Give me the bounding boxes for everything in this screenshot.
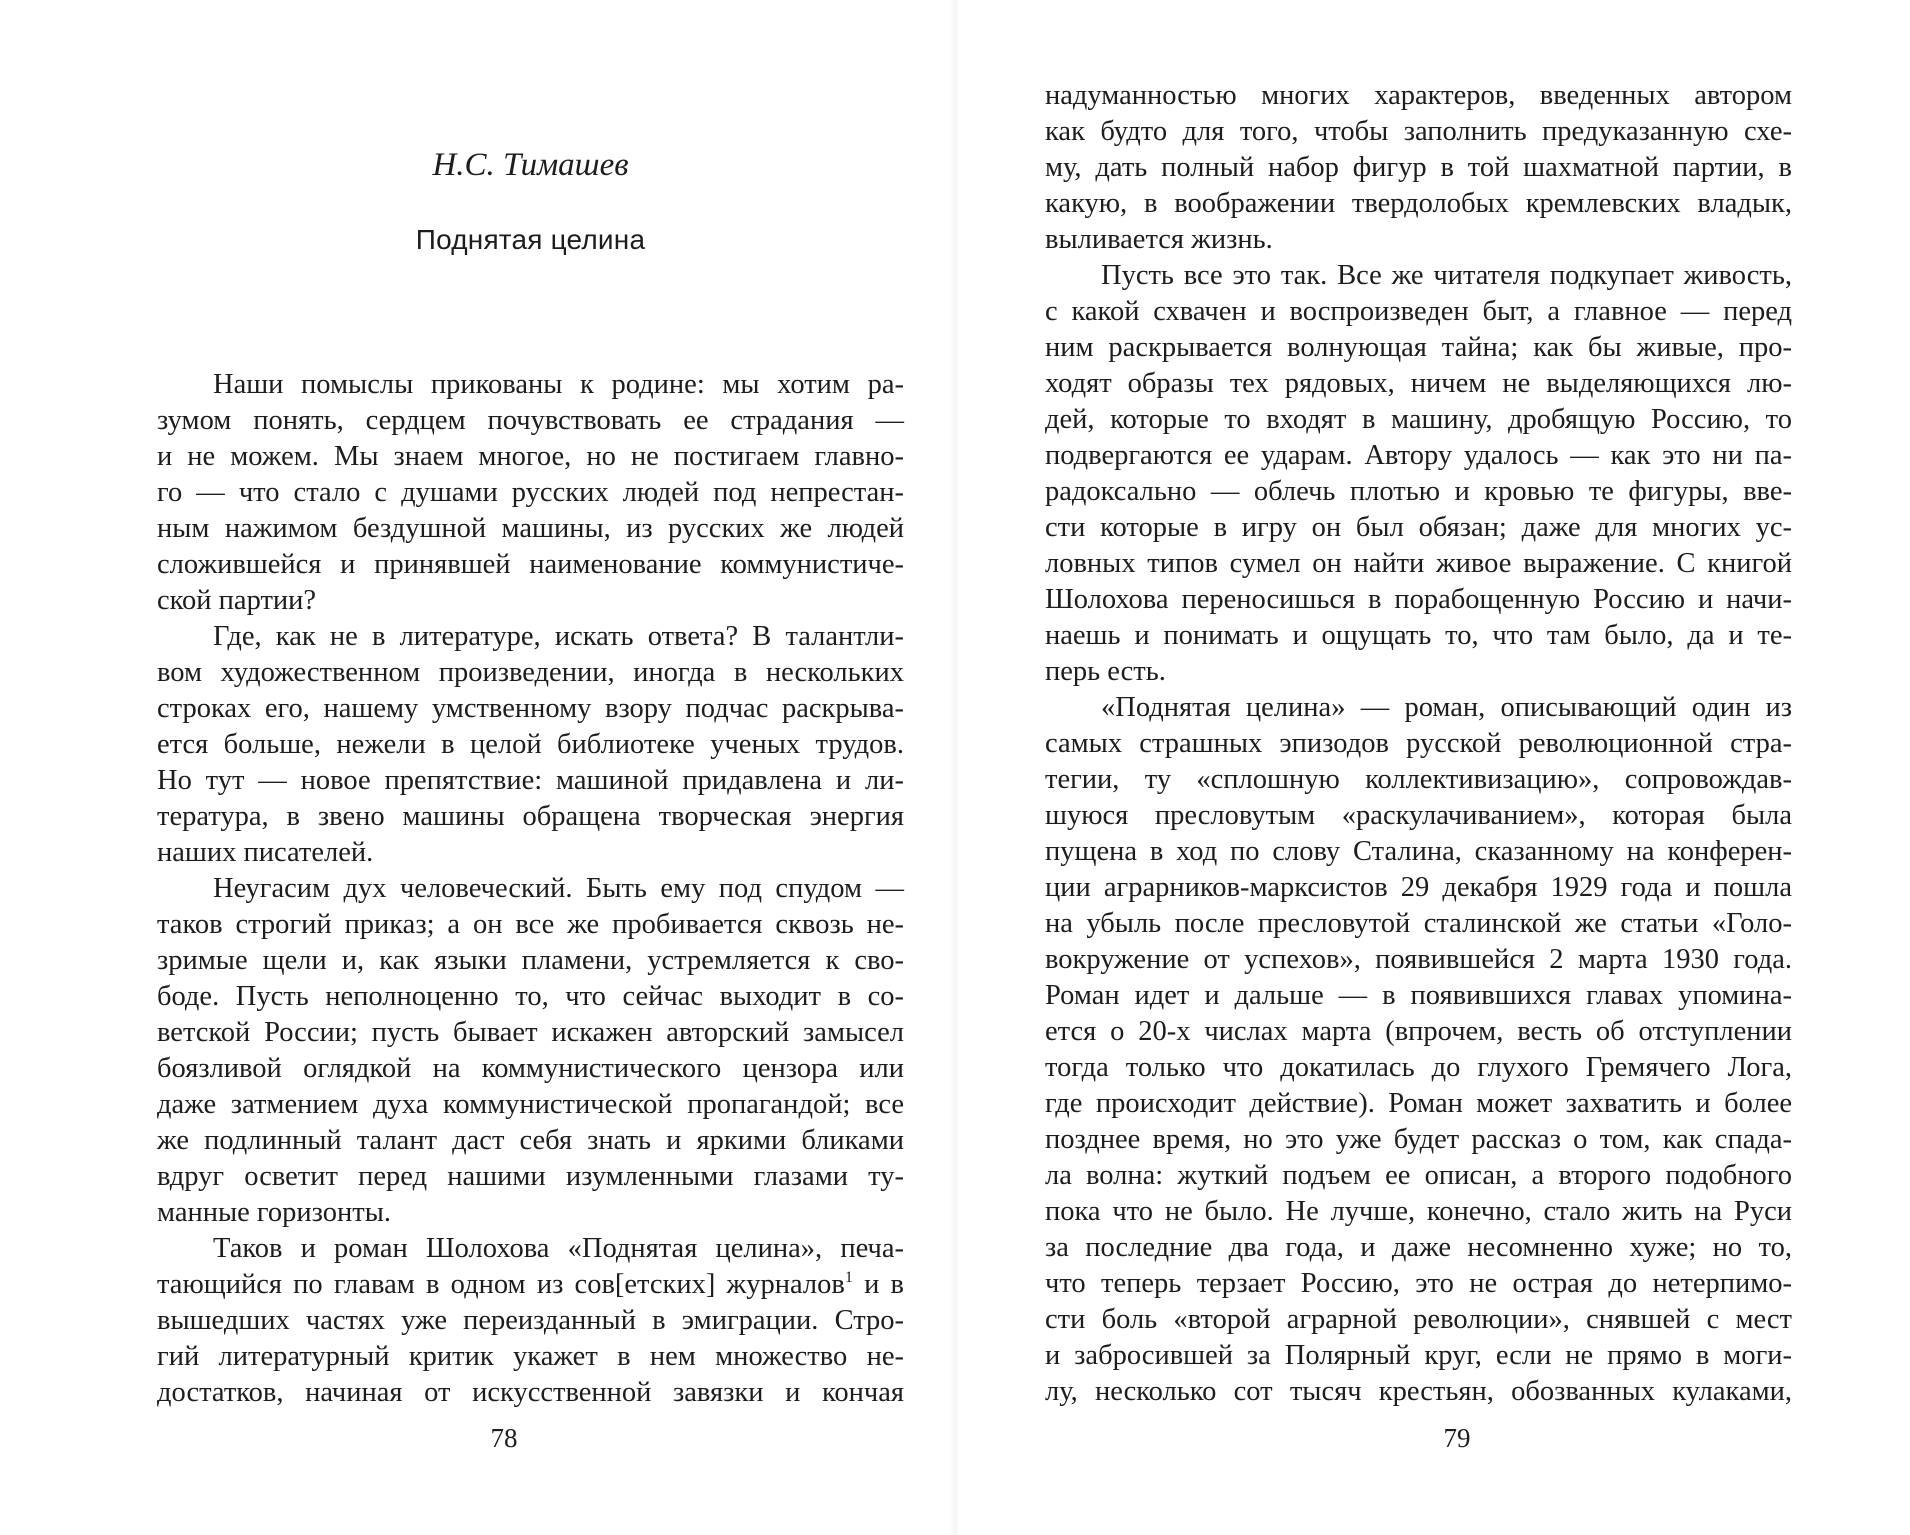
text-line: надуманностью многих характеров, введенных автором [1045,80,1792,111]
text-line: ется о 20-х числах марта (впрочем, весть об отступлении [1045,1016,1792,1047]
text-line: зримые щели и, как языки пламени, устремляется к сво- [157,945,904,976]
text-line: Наши помыслы прикованы к родине: мы хотим ра- [213,369,904,400]
text-line: самых страшных эпизодов русской революционной стра- [1045,728,1792,759]
author-name: Н.С. Тимашев [432,147,629,183]
text-line: тогда только что докатилась до глухого Гремячего Лога, [1045,1052,1792,1083]
text-line: пока что не было. Не лучше, конечно, стало жить на Руси [1045,1196,1792,1227]
text-line: наших писателей. [157,837,374,868]
text-line: где происходит действие). Роман может захватить и более [1045,1088,1792,1119]
text-line: ходят образы тех рядовых, ничем не выделяющихся лю- [1045,368,1792,399]
text-line: с какой схвачен и воспроизведен быт, а главное — перед [1045,296,1792,327]
text-line: и не можем. Мы знаем многое, но не постигаем главно- [157,441,904,472]
left-page-text [157,367,904,1411]
text-line: Но тут — новое препятствие: машиной придавлена и ли- [157,765,904,796]
text-line: ловных типов сумел он найти живое выражение. С книгой [1045,548,1792,579]
text-line: го — что стало с душами русских людей под непрестан- [157,477,904,508]
text-line: боде. Пусть неполноценно то, что сейчас выходит в со- [157,981,904,1012]
text-line: выливается жизнь. [1045,224,1273,255]
text-line: пущена в ход по слову Сталина, сказанному на конферен- [1045,836,1792,867]
footnote-mark: 1 [844,1269,853,1286]
text-line: за последние два года, и даже несомненно хуже; но то, [1045,1232,1792,1263]
right-page-text [1045,78,1792,1410]
text-line: тающийся по главам в одном из сов[етских] журналов$^1$ и в [157,1269,904,1300]
text-line: «Поднятая целина» — роман, описывающий один из [1101,692,1792,723]
text-line: и забросившей за Полярный круг, если не прямо в моги- [1045,1340,1792,1371]
text-line: сти которые в игру он был обязан; даже для многих ус- [1045,512,1792,543]
text-line: Неугасим дух человеческий. Быть ему под спудом — [213,873,904,904]
text-line: же подлинный талант даст себя знать и яркими бликами [157,1125,904,1156]
text-line: вокружение от успехов», появившейся 2 марта 1930 года. [1045,944,1792,975]
text-line: наешь и понимать и ощущать то, что там было, да и те- [1045,620,1792,651]
text-line: ла волна: жуткий подъем ее описан, а второго подобного [1045,1160,1792,1191]
text-line: сти боль «второй аграрной революции», снявшей с мест [1045,1304,1792,1335]
text-line: таков строгий приказ; а он все же пробивается сквозь не- [157,909,904,940]
text-line: лу, несколько сот тысяч крестьян, обозванных кулаками, [1045,1376,1792,1407]
text-line: гий литературный критик укажет в нем множество не- [157,1341,904,1372]
text-line: зумом понять, сердцем почувствовать ее страдания — [157,405,904,436]
text-line: ным нажимом бездушной машины, из русских же людей [157,513,904,544]
text-line: ции аграрников-марксистов 29 декабря 1929 года и пошла [1045,872,1792,903]
page-number-right: 79 [1443,1423,1471,1453]
text-line: Роман идет и дальше — в появившихся главах упомина- [1045,980,1792,1011]
text-line: дей, которые то входят в машину, дробящую Россию, то [1045,404,1792,435]
text-line: подвергаются ее ударам. Автору удалось — как это ни па- [1045,440,1792,471]
right-page [955,0,1910,1535]
text-line: тегии, ту «сплошную коллективизацию», сопровождав- [1045,764,1792,795]
text-line: достатков, начиная от искусственной завязки и кончая [157,1377,904,1408]
text-line: Таков и роман Шолохова «Поднятая целина», печа- [213,1233,904,1264]
text-line: Пусть все это так. Все же читателя подкупает живость, [1101,260,1792,291]
text-line: ской партии? [157,585,317,616]
text-line: вышедших частях уже переизданный в эмиграции. Стро- [157,1305,904,1336]
text-line: перь есть. [1045,656,1166,687]
article-title: Поднятая целина [415,224,646,255]
text-line: Шолохова переносишься в порабощенную Россию и начи- [1045,584,1792,615]
text-line: как будто для того, чтобы заполнить предуказанную схе- [1045,116,1792,147]
text-line: ветской России; пусть бывает искажен авторский замысел [157,1017,904,1048]
text-line: манные горизонты. [157,1197,391,1228]
text-line: му, дать полный набор фигур в той шахматной партии, в [1045,152,1792,183]
text-line: боязливой оглядкой на коммунистического цензора или [157,1053,904,1084]
text-line: радоксально — облечь плотью и кровью те фигуры, вве- [1045,476,1792,507]
text-line: строках его, нашему умственному взору подчас раскрыва- [157,693,904,724]
page-number-left: 78 [490,1423,518,1453]
text-line: какую, в воображении твердолобых кремлевских владык, [1045,188,1792,219]
text-line: Где, как не в литературе, искать ответа? В талантли- [213,621,904,652]
text-line: шуюся пресловутым «раскулачиванием», которая была [1045,800,1792,831]
text-line: ним раскрывается волнующая тайна; как бы живые, про- [1045,332,1792,363]
text-line: вдруг осветит перед нашими изумленными глазами ту- [157,1161,904,1192]
text-line: даже затмением духа коммунистической пропагандой; все [157,1089,904,1120]
text-line: что теперь терзает Россию, это не острая до нетерпимо- [1045,1268,1792,1299]
text-line: тература, в звено машины обращена творческая энергия [157,801,904,832]
text-line: на убыль после пресловутой сталинской же статьи «Голо- [1045,908,1792,939]
text-line: вом художественном произведении, иногда в нескольких [157,657,904,688]
text-line: ется больше, нежели в целой библиотеке ученых трудов. [157,729,904,760]
text-line: сложившейся и принявшей наименование коммунистиче- [157,549,904,580]
text-line: позднее время, но это уже будет рассказ о том, как спада- [1045,1124,1792,1155]
